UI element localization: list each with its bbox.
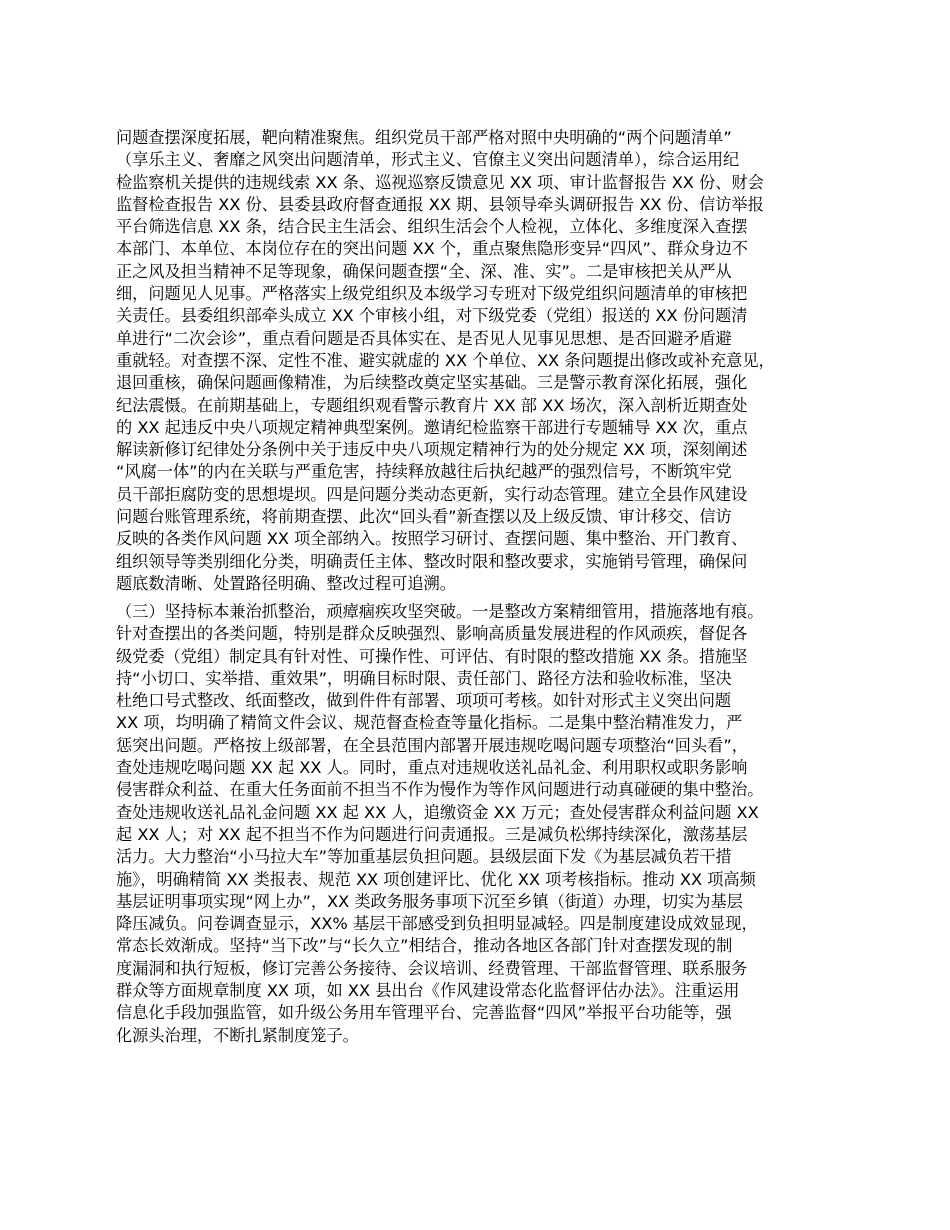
text-line: 化源头治理，不断扎紧制度笼子。 — [116, 1025, 359, 1045]
text-line: XX 项，均明确了精简文件会议、规范督查检查等量化指标。二是集中整治精准发力，严 — [116, 713, 743, 733]
text-line: 细，问题见人见事。严格落实上级党组织及本级学习专班对下级党组织问题清单的审核把 — [116, 284, 748, 304]
text-line: （享乐主义、奢靡之风突出问题清单，形式主义、官僚主义突出问题清单），综合运用纪 — [116, 150, 740, 170]
text-line: 常态长效渐成。坚持“当下改”与“长久立”相结合，推动各地区各部门针对查摆发现的制 — [116, 936, 733, 956]
text-line: 查处违规吃喝问题 XX 起 XX 人。同时，重点对违规收送礼品礼金、利用职权或职务影响 — [116, 758, 748, 778]
text-line: 单进行“二次会诊”，重点看问题是否具体实在、是否见人见事见思想、是否回避矛盾避 — [116, 328, 732, 348]
text-line: 持“小切口、实举措、重效果”，明确目标时限、责任部门、路径方法和验收标准，坚决 — [116, 668, 732, 688]
text-line: 降压减负。问卷调查显示，XX% 基层干部感受到负担明显减轻。四是制度建设成效显现， — [116, 914, 758, 934]
paragraph-problem-review — [116, 127, 856, 595]
text-line: 侵害群众利益、在重大任务面前不担当不作为慢作为等作风问题进行动真碰硬的集中整治。 — [116, 780, 764, 800]
text-line: 针对查摆出的各类问题，特别是群众反映强烈、影响高质量发展进程的作风顽疾，督促各 — [116, 624, 748, 644]
text-line: 退回重核，确保问题画像精准，为后续整改奠定坚实基础。三是警示教育深化拓展，强化 — [116, 373, 748, 393]
text-line: 活力。大力整治“小马拉大车”等加重基层负担问题。县级层面下发《为基层减负若干措 — [116, 847, 732, 867]
text-line: 查处违规收送礼品礼金问题 XX 起 XX 人，追缴资金 XX 万元；查处侵害群众利益问题 XX — [116, 802, 759, 822]
paragraph-rectification — [116, 601, 856, 1047]
text-line: （三）坚持标本兼治抓整治，顽瘴痼疾攻坚突破。一是整改方案精细管用，措施落地有痕。 — [116, 602, 764, 621]
text-line: 关责任。县委组织部牵头成立 XX 个审核小组，对下级党委（党组）报送的 XX 份问题清 — [116, 306, 748, 326]
text-line: “风腐一体”的内在关联与严重危害，持续释放越往后执纪越严的强烈信号，不断筑牢党 — [116, 462, 732, 482]
text-line: 题底数清晰、处置路径明确、整改过程可追溯。 — [116, 573, 456, 593]
text-line: 纪法震慑。在前期基础上，专题组织观看警示教育片 XX 部 XX 场次，深入剖析近期查处 — [116, 395, 748, 415]
text-line: 级党委（党组）制定具有针对性、可操作性、可评估、有时限的整改措施 XX 条。措施坚 — [116, 646, 748, 666]
text-line: 杜绝口号式整改、纸面整改，做到件件有部署、项项可考核。如针对形式主义突出问题 — [116, 691, 732, 711]
text-line: 重就轻。对查摆不深、定性不准、避实就虚的 XX 个单位、XX 条问题提出修改或补充意见， — [116, 350, 775, 370]
text-line: 施》，明确精简 XX 类报表、规范 XX 项创建评比、优化 XX 项考核指标。推动 XX 项高频 — [116, 869, 756, 889]
text-line: 问题查摆深度拓展，靶向精准聚焦。组织党员干部严格对照中央明确的“两个问题清单” — [116, 128, 732, 147]
text-line: 度漏洞和执行短板，修订完善公务接待、会议培训、经费管理、干部监督管理、联系服务 — [116, 958, 748, 978]
text-line: 解读新修订纪律处分条例中关于违反中央八项规定精神行为的处分规定 XX 项，深刻阐述 — [116, 440, 748, 460]
text-line: 群众等方面规章制度 XX 项，如 XX 县出台《作风建设常态化监督评估办法》。注重运用 — [116, 981, 740, 1001]
text-line: 监督检查报告 XX 份、县委县政府督查通报 XX 期、县领导牵头调研报告 XX 份、信访举报 — [116, 194, 764, 214]
text-line: 反映的各类作风问题 XX 项全部纳入。按照学习研讨、查摆问题、集中整治、开门教育、 — [116, 529, 748, 549]
text-line: 的 XX 起违反中央八项规定精神典型案例。邀请纪检监察干部进行专题辅导 XX 次，重点 — [116, 417, 748, 437]
text-line: 信息化手段加强监管，如升级公务用车管理平台、完善监督“四风”举报平台功能等，强 — [116, 1003, 732, 1023]
text-line: 平台筛选信息 XX 条，结合民主生活会、组织生活会个人检视，立体化、多维度深入查摆 — [116, 217, 748, 237]
text-line: 正之风及担当精神不足等现象，确保问题查摆“全、深、准、实”。二是审核把关从严从 — [116, 261, 732, 281]
text-line: 问题台账管理系统，将前期查摆、此次“回头看”新查摆以及上级反馈、审计移交、信访 — [116, 507, 732, 527]
text-line: 检监察机关提供的违规线索 XX 条、巡视巡察反馈意见 XX 项、审计监督报告 XX 份、财会 — [116, 172, 764, 192]
text-line: 组织领导等类别细化分类，明确责任主体、整改时限和整改要求，实施销号管理，确保问 — [116, 551, 748, 571]
text-line: 惩突出问题。严格按上级部署，在全县范围内部署开展违规吃喝问题专项整治“回头看”， — [116, 735, 748, 755]
text-line: 本部门、本单位、本岗位存在的突出问题 XX 个，重点聚焦隐形变异“四风”、群众身边不 — [116, 239, 748, 259]
text-line: 基层证明事项实现“网上办”，XX 类政务服务事项下沉至乡镇（街道）办理，切实为基层 — [116, 891, 743, 911]
text-line: 员干部拒腐防变的思想堤坝。四是问题分类动态更新，实行动态管理。建立全县作风建设 — [116, 484, 748, 504]
text-line: 起 XX 人；对 XX 起不担当不作为问题进行问责通报。三是减负松绑持续深化，激荡基层 — [116, 824, 748, 844]
